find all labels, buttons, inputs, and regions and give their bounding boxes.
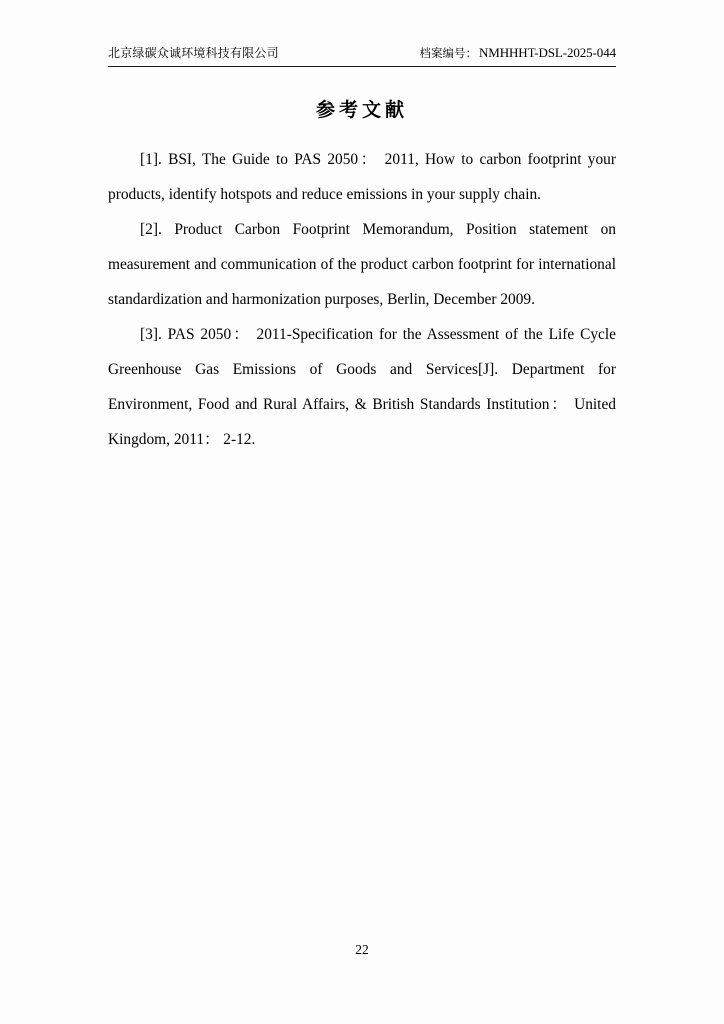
page-header — [108, 44, 616, 67]
reference-item: [1]. BSI, The Guide to PAS 2050： 2011, How to carbon footprint your products, identify hotspots and reduce emissions in your supply chain. — [108, 151, 616, 203]
reference-item: [2]. Product Carbon Footprint Memorandum, Position statement on measurement and communication of the product carbon footprint for international standardization and harmonization purposes, Berlin, December 2009. — [108, 221, 616, 308]
reference-item: [3]. PAS 2050： 2011-Specification for the Assessment of the Life Cycle Greenhouse Gas Emissions of Goods and Services[J]. Department for Environment, Food and Rural Affairs, & British Standards Institution： United Kingdom, 2011： 2-12. — [108, 326, 616, 448]
company-name: 北京绿碳众诚环境科技有限公司 — [108, 46, 279, 60]
reference-list — [108, 142, 616, 457]
archive-number-group — [419, 45, 616, 61]
page-title: 参考文献 — [315, 99, 408, 121]
archive-number-value: NMHHHT-DSL-2025-044 — [478, 45, 616, 60]
page-content — [108, 44, 616, 457]
page-number: 22 — [355, 942, 369, 957]
archive-number-label: 档案编号： — [419, 46, 477, 60]
